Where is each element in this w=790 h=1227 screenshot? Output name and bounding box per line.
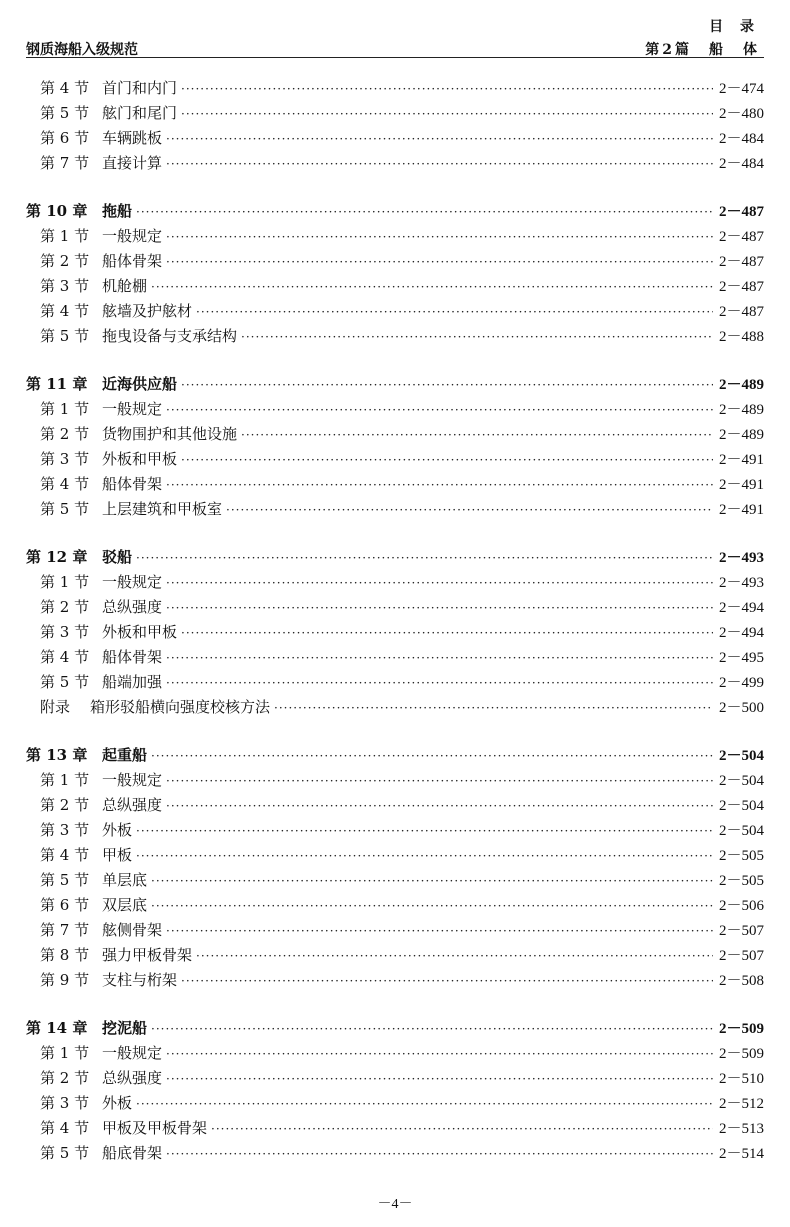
header-section-label: 目 录	[709, 19, 760, 35]
entry-page-number: 2－507	[718, 923, 764, 939]
page-number: －4－	[377, 1197, 413, 1212]
entry-title: 单层底	[102, 871, 148, 889]
entry-number: 第 4 节	[40, 79, 90, 97]
table-of-contents	[26, 76, 764, 1166]
toc-section-entry	[26, 1066, 764, 1091]
toc-section-entry	[26, 1141, 764, 1166]
dot-leader	[136, 546, 713, 571]
entry-number: 第 2 节	[40, 598, 90, 616]
entry-number: 第 3 节	[40, 821, 90, 839]
dot-leader	[166, 794, 713, 819]
entry-title: 总纵强度	[102, 1069, 163, 1087]
entry-number: 第 4 节	[40, 846, 90, 864]
dot-leader	[166, 225, 713, 250]
toc-section-entry	[26, 868, 764, 893]
entry-title: 机舱棚	[102, 277, 148, 295]
entry-number: 第 8 节	[40, 946, 90, 964]
dot-leader	[181, 102, 713, 127]
toc-section-entry	[26, 76, 764, 101]
toc-section-entry	[26, 299, 764, 324]
dot-leader	[166, 1042, 713, 1067]
toc-section-entry	[26, 497, 764, 522]
dot-leader	[166, 473, 713, 498]
toc-chapter-entry	[26, 372, 764, 397]
dot-leader	[181, 448, 713, 473]
dot-leader	[166, 152, 713, 177]
entry-title: 甲板	[102, 846, 133, 864]
entry-title: 舷墙及护舷材	[102, 302, 193, 320]
dot-leader	[166, 398, 713, 423]
entry-title: 一般规定	[102, 771, 163, 789]
toc-section-entry	[26, 422, 764, 447]
dot-leader	[136, 819, 713, 844]
toc-section-entry	[26, 793, 764, 818]
entry-number: 第 3 节	[40, 623, 90, 641]
entry-title: 外板	[102, 1094, 133, 1112]
entry-page-number: 2－480	[718, 106, 764, 122]
toc-section-entry	[26, 447, 764, 472]
dot-leader	[226, 498, 713, 523]
toc-section-entry	[26, 101, 764, 126]
entry-title: 外板	[102, 821, 133, 839]
dot-leader	[151, 1017, 713, 1042]
entry-title: 船底骨架	[102, 1144, 163, 1162]
entry-number: 第 1 节	[40, 771, 90, 789]
entry-page-number: 2－484	[718, 131, 764, 147]
dot-leader	[151, 275, 713, 300]
dot-leader	[241, 325, 713, 350]
toc-section-entry	[26, 1091, 764, 1116]
entry-page-number: 2－487	[718, 279, 764, 295]
entry-page-number: 2－487	[718, 254, 764, 270]
entry-page-number: 2－504	[718, 798, 764, 814]
entry-page-number: 2－487	[718, 204, 764, 220]
entry-page-number: 2－509	[718, 1021, 764, 1037]
dot-leader	[181, 373, 713, 398]
dot-leader	[166, 1142, 713, 1167]
entry-title: 舷侧骨架	[102, 921, 163, 939]
toc-chapter-entry	[26, 545, 764, 570]
entry-title: 上层建筑和甲板室	[102, 500, 223, 518]
entry-number: 第 4 节	[40, 475, 90, 493]
entry-page-number: 2－512	[718, 1096, 764, 1112]
entry-page-number: 2－504	[718, 773, 764, 789]
toc-appendix-entry	[26, 695, 764, 720]
dot-leader	[166, 646, 713, 671]
entry-title: 船体骨架	[102, 648, 163, 666]
entry-page-number: 2－495	[718, 650, 764, 666]
entry-number: 第 5 节	[40, 871, 90, 889]
entry-title: 船体骨架	[102, 475, 163, 493]
entry-title: 起重船	[102, 746, 148, 764]
entry-page-number: 2－504	[718, 748, 764, 764]
entry-page-number: 2－499	[718, 675, 764, 691]
entry-page-number: 2－494	[718, 625, 764, 641]
dot-leader	[274, 696, 713, 721]
entry-page-number: 2－493	[718, 550, 764, 566]
dot-leader	[136, 1092, 713, 1117]
entry-page-number: 2－484	[718, 156, 764, 172]
entry-number: 第 2 节	[40, 252, 90, 270]
entry-page-number: 2－474	[718, 81, 764, 97]
dot-leader	[196, 300, 713, 325]
entry-page-number: 2－494	[718, 600, 764, 616]
dot-leader	[181, 77, 713, 102]
dot-leader	[166, 1067, 713, 1092]
entry-title: 近海供应船	[102, 375, 178, 393]
entry-title: 一般规定	[102, 573, 163, 591]
entry-page-number: 2－505	[718, 848, 764, 864]
entry-title: 外板和甲板	[102, 450, 178, 468]
entry-title: 首门和内门	[102, 79, 178, 97]
entry-number: 第 4 节	[40, 302, 90, 320]
toc-section-entry	[26, 472, 764, 497]
entry-number: 附录	[40, 698, 71, 716]
entry-page-number: 2－493	[718, 575, 764, 591]
entry-title: 外板和甲板	[102, 623, 178, 641]
page-header	[26, 0, 764, 58]
entry-page-number: 2－508	[718, 973, 764, 989]
entry-number: 第 5 节	[40, 500, 90, 518]
entry-number: 第 1 节	[40, 573, 90, 591]
entry-number: 第 2 节	[40, 425, 90, 443]
toc-section-entry	[26, 570, 764, 595]
entry-number: 第 5 节	[40, 104, 90, 122]
entry-number: 第 12 章	[26, 548, 88, 566]
entry-number: 第 2 节	[40, 796, 90, 814]
entry-page-number: 2－491	[718, 452, 764, 468]
dot-leader	[151, 869, 713, 894]
toc-section-entry	[26, 151, 764, 176]
entry-page-number: 2－507	[718, 948, 764, 964]
dot-leader	[166, 250, 713, 275]
dot-leader	[151, 744, 713, 769]
entry-number: 第 7 节	[40, 921, 90, 939]
entry-title: 舷门和尾门	[102, 104, 178, 122]
entry-number: 第 10 章	[26, 202, 88, 220]
toc-section-entry	[26, 968, 764, 993]
dot-leader	[166, 571, 713, 596]
dot-leader	[166, 769, 713, 794]
toc-section-entry	[26, 768, 764, 793]
entry-title: 甲板及甲板骨架	[102, 1119, 208, 1137]
entry-page-number: 2－489	[718, 402, 764, 418]
dot-leader	[136, 200, 713, 225]
entry-number: 第 4 节	[40, 648, 90, 666]
entry-page-number: 2－487	[718, 304, 764, 320]
dot-leader	[181, 969, 713, 994]
dot-leader	[211, 1117, 713, 1142]
dot-leader	[166, 671, 713, 696]
toc-section-entry	[26, 324, 764, 349]
entry-number: 第 4 节	[40, 1119, 90, 1137]
dot-leader	[166, 919, 713, 944]
toc-section-entry	[26, 249, 764, 274]
entry-page-number: 2－514	[718, 1146, 764, 1162]
entry-number: 第 3 节	[40, 450, 90, 468]
entry-title: 总纵强度	[102, 598, 163, 616]
entry-number: 第 5 节	[40, 1144, 90, 1162]
entry-page-number: 2－487	[718, 229, 764, 245]
toc-section-entry	[26, 1041, 764, 1066]
entry-page-number: 2－488	[718, 329, 764, 345]
toc-section-entry	[26, 595, 764, 620]
entry-number: 第 1 节	[40, 1044, 90, 1062]
toc-section-entry	[26, 670, 764, 695]
entry-title: 箱形驳船横向强度校核方法	[90, 698, 271, 716]
entry-number: 第 14 章	[26, 1019, 88, 1037]
entry-title: 一般规定	[102, 400, 163, 418]
entry-title: 船端加强	[102, 673, 163, 691]
entry-title: 双层底	[102, 896, 148, 914]
entry-title: 车辆跳板	[102, 129, 163, 147]
entry-title: 挖泥船	[102, 1019, 148, 1037]
toc-section-entry	[26, 943, 764, 968]
entry-title: 拖曳设备与支承结构	[102, 327, 238, 345]
toc-section-entry	[26, 620, 764, 645]
toc-section-entry	[26, 645, 764, 670]
header-rule	[26, 57, 764, 58]
dot-leader	[196, 944, 713, 969]
toc-section-entry	[26, 1116, 764, 1141]
entry-number: 第 1 节	[40, 227, 90, 245]
toc-section-entry	[26, 274, 764, 299]
dot-leader	[136, 844, 713, 869]
entry-number: 第 5 节	[40, 327, 90, 345]
entry-number: 第 13 章	[26, 746, 88, 764]
toc-section-entry	[26, 126, 764, 151]
entry-title: 总纵强度	[102, 796, 163, 814]
dot-leader	[181, 621, 713, 646]
toc-chapter-entry	[26, 743, 764, 768]
entry-page-number: 2－500	[718, 700, 764, 716]
toc-chapter-entry	[26, 199, 764, 224]
entry-page-number: 2－489	[718, 377, 764, 393]
dot-leader	[166, 127, 713, 152]
toc-section-entry	[26, 818, 764, 843]
entry-title: 直接计算	[102, 154, 163, 172]
entry-number: 第 3 节	[40, 277, 90, 295]
entry-number: 第 2 节	[40, 1069, 90, 1087]
entry-page-number: 2－509	[718, 1046, 764, 1062]
entry-number: 第 5 节	[40, 673, 90, 691]
entry-page-number: 2－489	[718, 427, 764, 443]
entry-page-number: 2－510	[718, 1071, 764, 1087]
toc-section-entry	[26, 397, 764, 422]
dot-leader	[151, 894, 713, 919]
toc-section-entry	[26, 843, 764, 868]
entry-number: 第 7 节	[40, 154, 90, 172]
entry-page-number: 2－504	[718, 823, 764, 839]
toc-chapter-entry	[26, 1016, 764, 1041]
entry-page-number: 2－505	[718, 873, 764, 889]
entry-title: 一般规定	[102, 227, 163, 245]
entry-title: 船体骨架	[102, 252, 163, 270]
entry-title: 一般规定	[102, 1044, 163, 1062]
entry-number: 第 1 节	[40, 400, 90, 418]
entry-number: 第 9 节	[40, 971, 90, 989]
dot-leader	[166, 596, 713, 621]
entry-number: 第 3 节	[40, 1094, 90, 1112]
entry-number: 第 11 章	[26, 375, 88, 393]
toc-section-entry	[26, 893, 764, 918]
header-part-title: 第2篇 船 体	[645, 42, 760, 58]
header-book-title: 钢质海船入级规范	[26, 42, 138, 58]
dot-leader	[241, 423, 713, 448]
entry-title: 拖船	[102, 202, 133, 220]
entry-title: 驳船	[102, 548, 133, 566]
toc-section-entry	[26, 918, 764, 943]
entry-title: 货物围护和其他设施	[102, 425, 238, 443]
entry-page-number: 2－491	[718, 502, 764, 518]
entry-number: 第 6 节	[40, 896, 90, 914]
entry-number: 第 6 节	[40, 129, 90, 147]
entry-page-number: 2－491	[718, 477, 764, 493]
entry-page-number: 2－513	[718, 1121, 764, 1137]
entry-title: 强力甲板骨架	[102, 946, 193, 964]
entry-title: 支柱与桁架	[102, 971, 178, 989]
toc-section-entry	[26, 224, 764, 249]
entry-page-number: 2－506	[718, 898, 764, 914]
